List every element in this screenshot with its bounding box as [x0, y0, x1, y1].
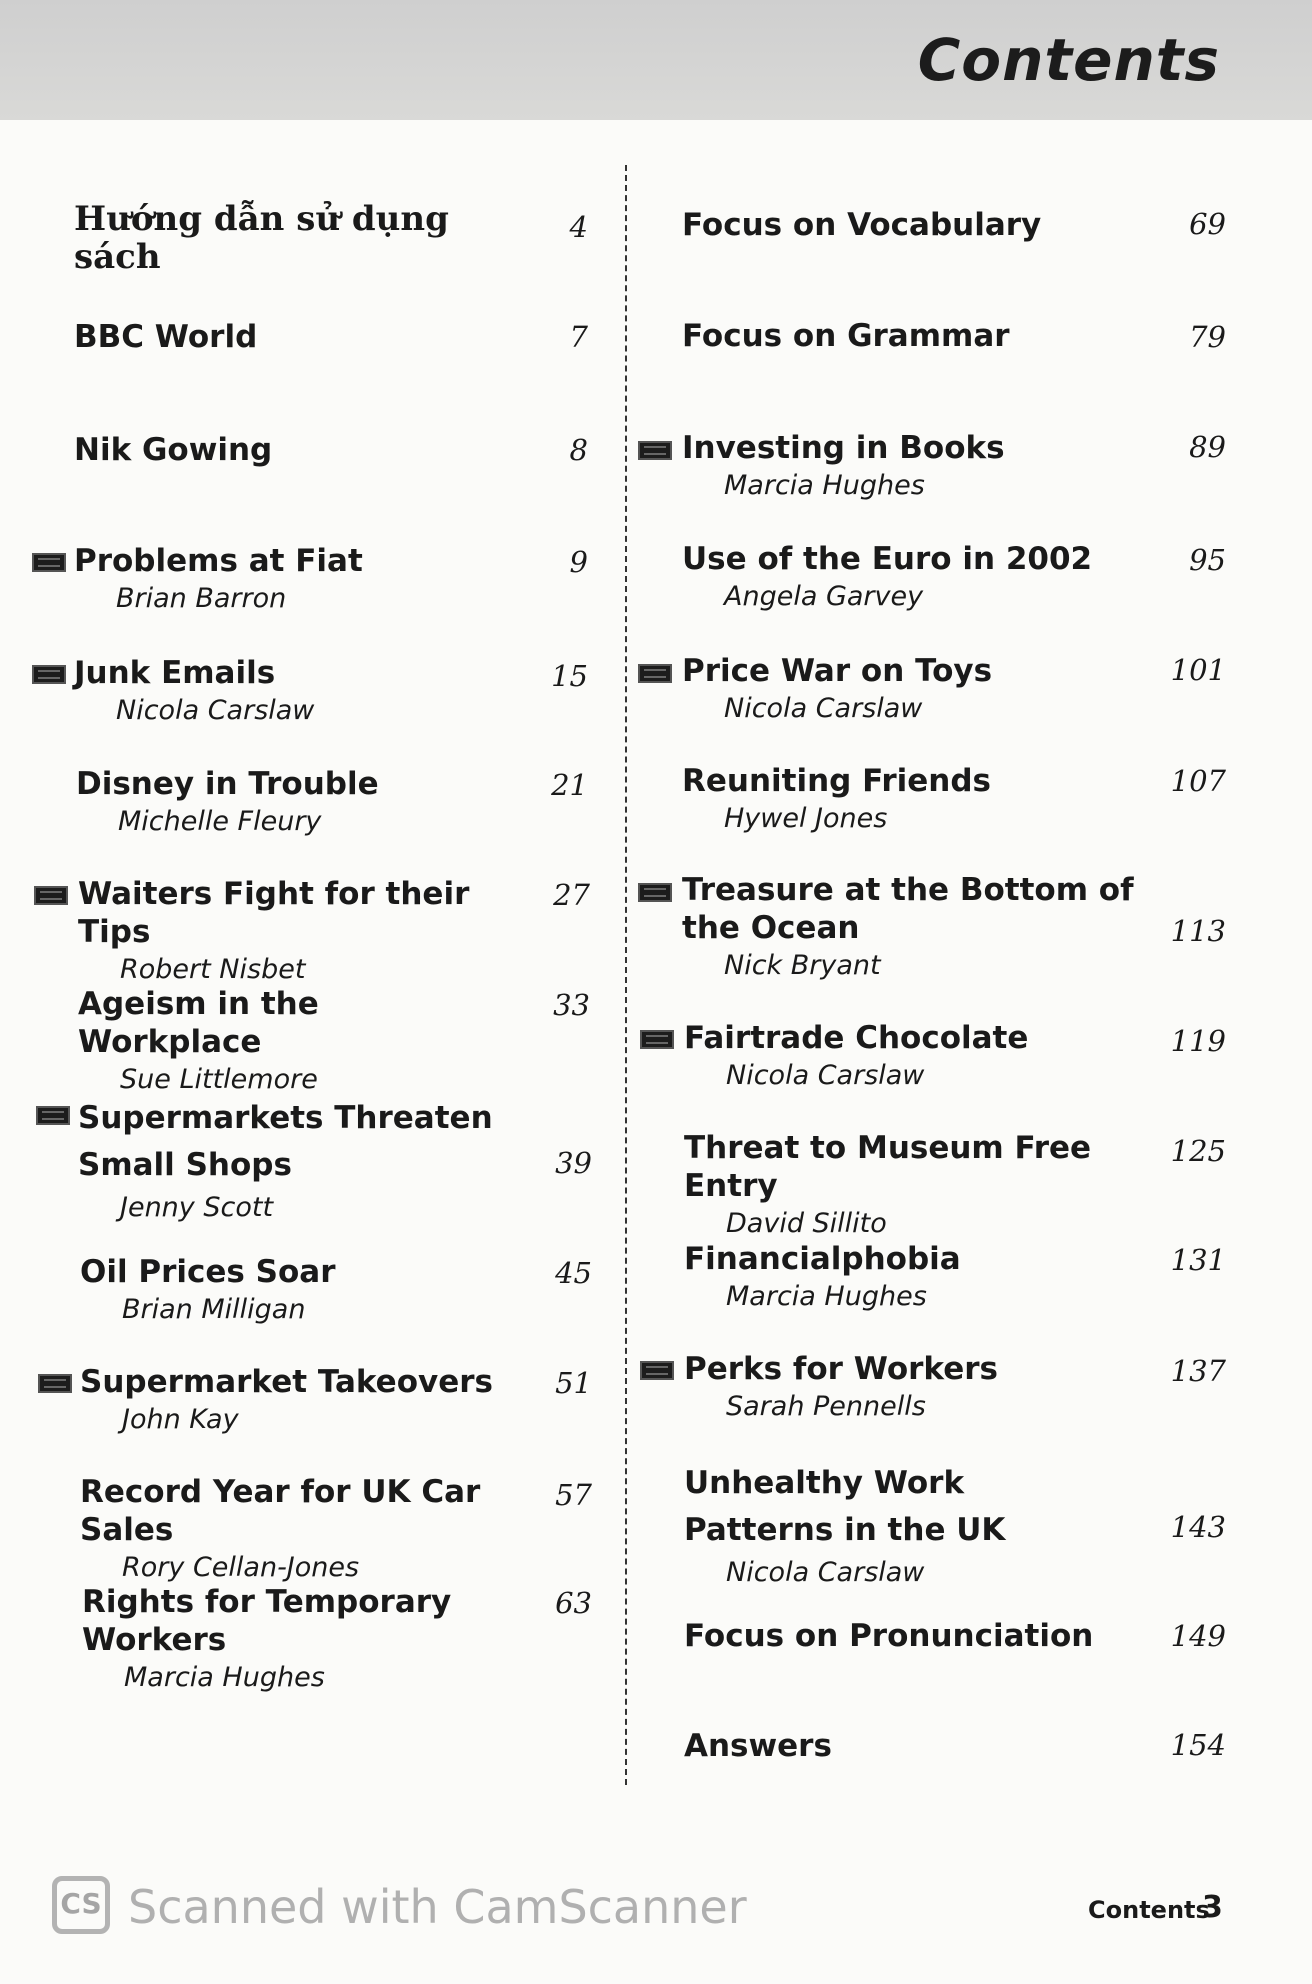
entry-title: Reuniting Friends — [682, 763, 992, 799]
toc-entry[interactable] — [682, 206, 1142, 244]
toc-entry[interactable] — [684, 1727, 1144, 1765]
scanner-watermark: Scanned with CamScanner — [128, 1880, 747, 1934]
toc-entry[interactable] — [78, 1095, 548, 1227]
toc-entry[interactable] — [684, 1617, 1144, 1655]
toc-entry[interactable] — [684, 1019, 1144, 1095]
entry-title: Waiters Fight for their Tips — [78, 876, 470, 950]
toc-entry[interactable] — [682, 871, 1152, 985]
entry-page: 107 — [1170, 764, 1226, 798]
page-title: Contents — [917, 26, 1220, 94]
toc-entry[interactable] — [74, 542, 494, 618]
entry-title: Supermarket Takeovers — [80, 1364, 493, 1400]
entry-title: Disney in Trouble — [76, 766, 379, 802]
toc-entry[interactable] — [82, 1583, 552, 1697]
entry-author: Nicola Carslaw — [726, 1060, 925, 1091]
entry-author: Hywel Jones — [724, 803, 888, 834]
entry-title: Fairtrade Chocolate — [684, 1020, 1029, 1056]
toc-entry[interactable] — [74, 431, 494, 469]
toc-entry[interactable] — [76, 765, 496, 841]
entry-page: 69 — [1189, 207, 1226, 241]
entry-title: Answers — [684, 1728, 832, 1764]
entry-page: 33 — [553, 988, 590, 1022]
entry-page: 39 — [555, 1146, 592, 1180]
entry-author: Sue Littlemore — [120, 1064, 318, 1095]
entry-author: Rory Cellan-Jones — [122, 1552, 360, 1583]
entry-title: Treasure at the Bottom of the Ocean — [682, 872, 1134, 946]
entry-page: 79 — [1189, 320, 1226, 354]
entry-title: Nik Gowing — [74, 432, 273, 468]
entry-page: 95 — [1189, 543, 1226, 577]
video-icon — [32, 665, 66, 684]
column-divider — [625, 165, 627, 1785]
video-icon — [640, 1030, 674, 1049]
entry-page: 89 — [1189, 430, 1226, 464]
entry-page: 8 — [569, 433, 588, 467]
entry-title: Rights for Temporary Workers — [82, 1584, 452, 1658]
entry-author: Marcia Hughes — [124, 1662, 325, 1693]
entry-author: Marcia Hughes — [724, 470, 925, 501]
toc-entry[interactable] — [80, 1363, 500, 1439]
toc-entry[interactable] — [684, 1129, 1144, 1243]
entry-page: 63 — [555, 1586, 592, 1620]
entry-title: Perks for Workers — [684, 1351, 998, 1387]
video-icon — [640, 1361, 674, 1380]
toc-entry[interactable] — [682, 429, 1142, 505]
entry-page: 154 — [1170, 1728, 1226, 1762]
entry-author: David Sillito — [726, 1208, 887, 1239]
entry-page: 27 — [553, 878, 590, 912]
entry-title: Focus on Pronunciation — [684, 1618, 1094, 1654]
video-icon — [38, 1374, 72, 1393]
entry-title: Record Year for UK Car Sales — [80, 1474, 481, 1548]
entry-page: 45 — [555, 1256, 592, 1290]
entry-author: Brian Milligan — [122, 1294, 306, 1325]
entry-page: 57 — [555, 1478, 592, 1512]
entry-title: Focus on Vocabulary — [682, 207, 1042, 243]
entry-page: 143 — [1170, 1510, 1226, 1544]
footer-label: Contents — [1088, 1896, 1210, 1924]
video-icon — [638, 664, 672, 683]
entry-author: Nicola Carslaw — [726, 1557, 925, 1588]
entry-page: 9 — [569, 545, 588, 579]
entry-title: Unhealthy Work Patterns in the UK — [684, 1465, 1006, 1548]
toc-entry[interactable] — [78, 985, 508, 1099]
video-icon — [32, 553, 66, 572]
toc-entry[interactable] — [74, 200, 494, 276]
entry-title: Threat to Museum Free Entry — [684, 1130, 1092, 1204]
camscanner-logo: CS — [52, 1876, 110, 1934]
entry-page: 21 — [551, 768, 588, 802]
video-icon — [638, 441, 672, 460]
toc-entry[interactable] — [74, 654, 494, 730]
entry-title: Oil Prices Soar — [80, 1254, 336, 1290]
entry-page: 137 — [1170, 1354, 1226, 1388]
toc-entry[interactable] — [682, 652, 1142, 728]
entry-author: John Kay — [122, 1404, 239, 1435]
entry-page: 125 — [1170, 1134, 1226, 1168]
entry-author: Michelle Fleury — [118, 806, 322, 837]
entry-title: Focus on Grammar — [682, 318, 1010, 354]
entry-page: 15 — [551, 659, 588, 693]
entry-author: Marcia Hughes — [726, 1281, 927, 1312]
entry-page: 113 — [1170, 914, 1226, 948]
entry-author: Sarah Pennells — [726, 1391, 926, 1422]
entry-title: Ageism in the Workplace — [78, 986, 319, 1060]
entry-title: Investing in Books — [682, 430, 1005, 466]
entry-author: Angela Garvey — [724, 581, 924, 612]
toc-entry[interactable] — [78, 875, 508, 989]
entry-title: Problems at Fiat — [74, 543, 363, 579]
entry-page: 4 — [569, 210, 588, 244]
toc-entry[interactable] — [684, 1460, 1124, 1592]
entry-title: Hướng dẫn sử dụng sách — [74, 199, 449, 277]
entry-author: Nicola Carslaw — [116, 695, 315, 726]
entry-title: Financialphobia — [684, 1241, 961, 1277]
entry-page: 51 — [555, 1366, 592, 1400]
toc-entry[interactable] — [682, 540, 1142, 616]
entry-page: 7 — [569, 320, 588, 354]
entry-page: 101 — [1170, 653, 1226, 687]
toc-entry[interactable] — [684, 1350, 1144, 1426]
entry-author: Brian Barron — [116, 583, 287, 614]
toc-entry[interactable] — [80, 1253, 500, 1329]
toc-entry[interactable] — [682, 317, 1142, 355]
entry-page: 131 — [1170, 1243, 1226, 1277]
entry-author: Nick Bryant — [724, 950, 881, 981]
entry-author: Nicola Carslaw — [724, 693, 923, 724]
entry-title: BBC World — [74, 319, 258, 355]
entry-title: Supermarkets Threaten Small Shops — [78, 1100, 493, 1183]
entry-title: Junk Emails — [74, 655, 276, 691]
toc-entry[interactable] — [80, 1473, 520, 1587]
toc-entry[interactable] — [74, 318, 494, 356]
video-icon — [34, 886, 68, 905]
entry-page: 119 — [1170, 1024, 1226, 1058]
entry-title: Price War on Toys — [682, 653, 993, 689]
toc-entry[interactable] — [682, 762, 1142, 838]
video-icon — [638, 883, 672, 902]
entry-author: Jenny Scott — [120, 1192, 274, 1223]
footer-page-number: 3 — [1202, 1890, 1223, 1925]
entry-author: Robert Nisbet — [120, 954, 306, 985]
toc-entry[interactable] — [684, 1240, 1144, 1316]
entry-title: Use of the Euro in 2002 — [682, 541, 1093, 577]
entry-page: 149 — [1170, 1619, 1226, 1653]
video-icon — [36, 1106, 70, 1125]
page-header — [0, 0, 1312, 120]
